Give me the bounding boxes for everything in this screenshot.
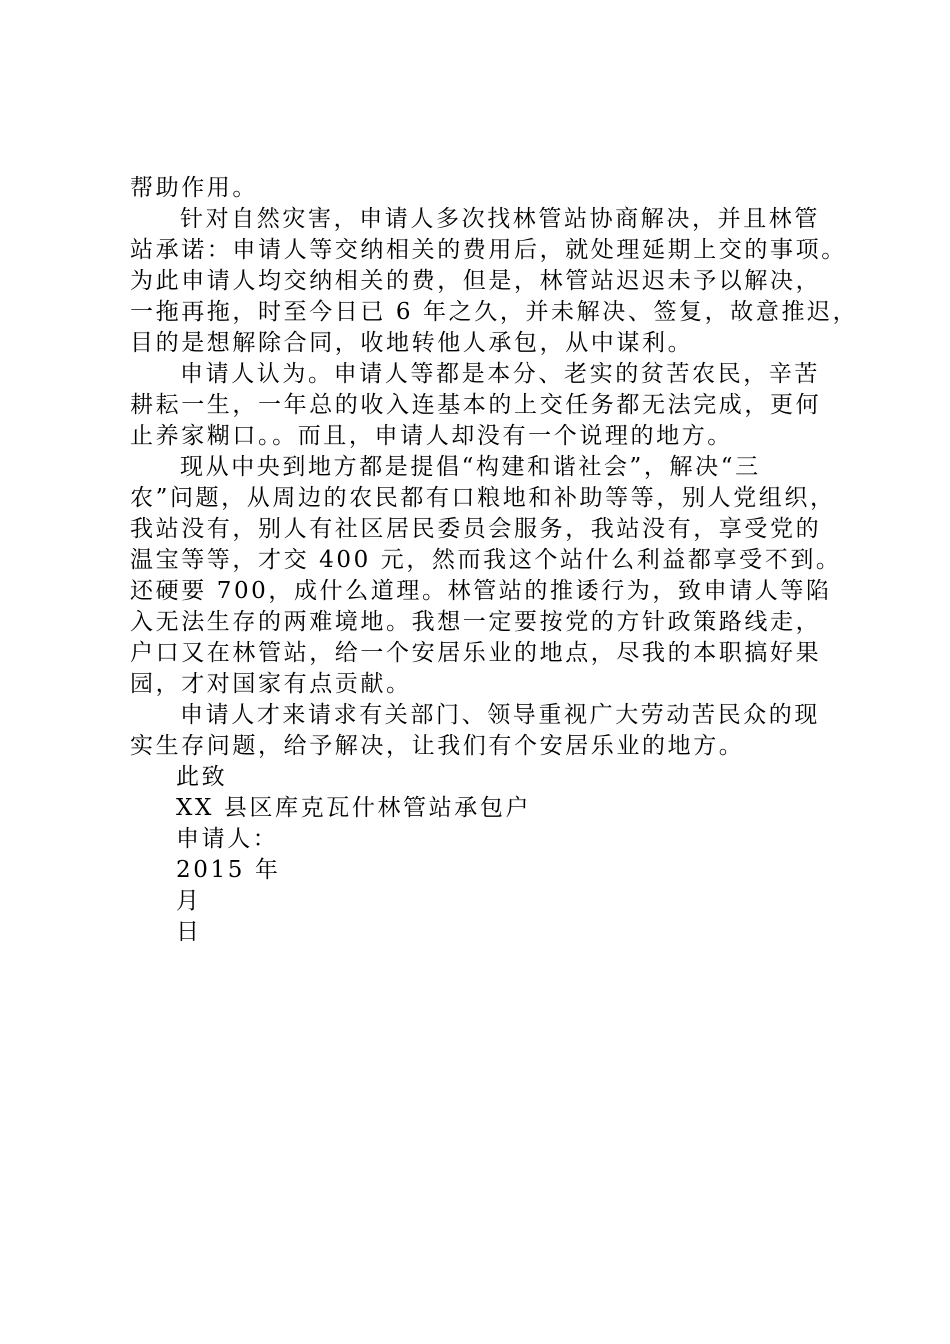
paragraph-line: 园，才对国家有点贡献。 [130, 671, 412, 697]
paragraph-line: 温宝等等，才交 400 元，然而我这个站什么利益都享受不到。 [130, 547, 842, 573]
paragraph-line: 申请人认为。申请人等都是本分、老实的贫苦农民，辛苦 [180, 361, 820, 387]
paragraph-line: 一拖再拖，时至今日已 6 年之久，并未解决、签复，故意推迟， [130, 299, 859, 325]
paragraph-line: 为此申请人均交纳相关的费，但是，林管站迟迟未予以解决， [130, 268, 822, 294]
paragraph-line: 农”问题，从周边的农民都有口粮地和补助等等，别人党组织， [130, 485, 836, 511]
document-body [130, 173, 859, 948]
paragraph-line: 帮助作用。 [130, 175, 258, 201]
paragraph-line: 站承诺：申请人等交纳相关的费用后，就处理延期上交的事项。 [130, 237, 847, 263]
applicant-label: 申请人： [176, 826, 279, 852]
paragraph-line: 现从中央到地方都是提倡“构建和谐社会”，解决“三 [180, 454, 761, 480]
paragraph-line: 实生存问题，给予解决，让我们有个安居乐业的地方。 [130, 733, 745, 759]
paragraph-line: 针对自然灾害，申请人多次找林管站协商解决，并且林管 [180, 206, 820, 232]
date-day: 日 [176, 919, 202, 945]
paragraph-line: 申请人才来请求有关部门、领导重视广大劳动苦民众的现 [180, 702, 820, 728]
paragraph-line: 止养家糊口。。而且，申请人却没有一个说理的地方。 [130, 423, 733, 449]
paragraph-line: 入无法生存的两难境地。我想一定要按党的方针政策路线走， [130, 609, 822, 635]
date-month: 月 [176, 888, 202, 914]
paragraph-line: 我站没有，别人有社区居民委员会服务，我站没有，享受党的 [130, 516, 822, 542]
paragraph-line: 耕耘一生，一年总的收入连基本的上交任务都无法完成，更何 [130, 392, 822, 418]
paragraph-line: 户口又在林管站，给一个安居乐业的地点，尽我的本职搞好果 [130, 640, 822, 666]
closing-salutation: 此致 [176, 764, 228, 790]
paragraph-line: 还硬要 700，成什么道理。林管站的推诿行为，致申请人等陷 [130, 578, 832, 604]
date-year: 2015 年 [176, 857, 281, 883]
applicant-organization: XX 县区库克瓦什林管站承包户 [176, 795, 532, 821]
paragraph-line: 目的是想解除合同，收地转他人承包，从中谋利。 [130, 330, 694, 356]
